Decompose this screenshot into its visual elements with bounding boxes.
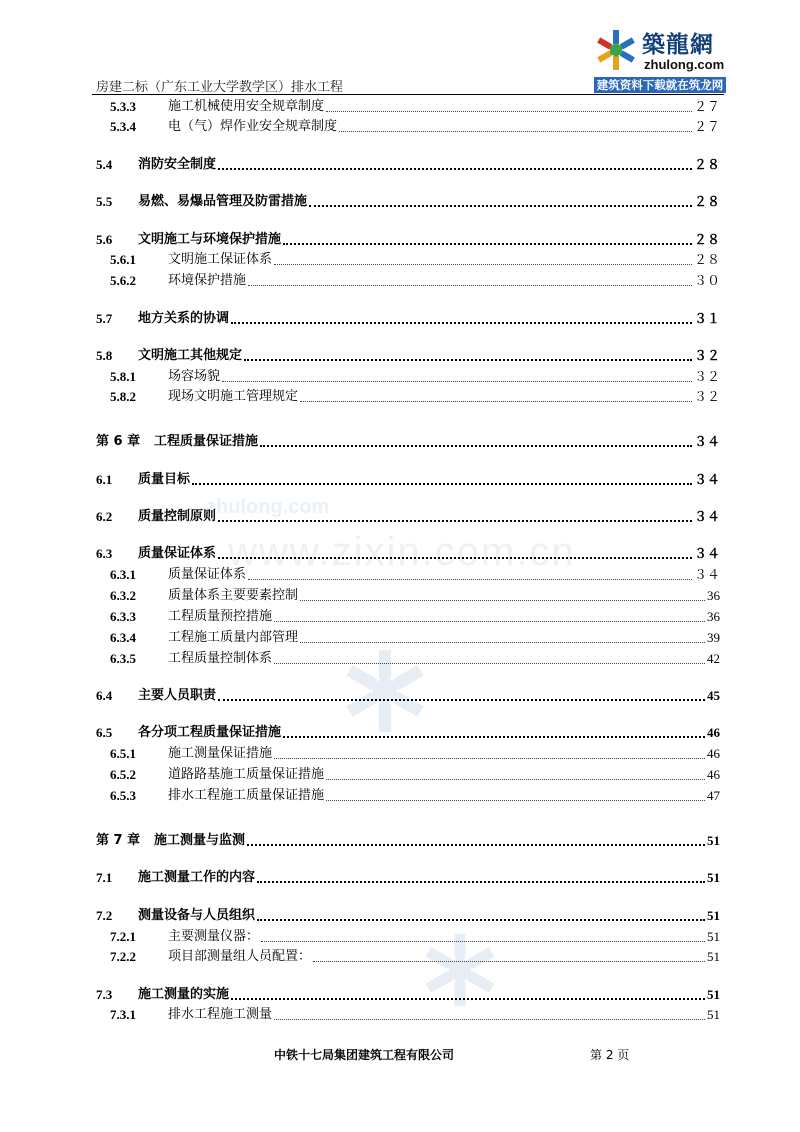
toc-entry-number: 7.3 — [96, 987, 113, 1002]
toc-entry-title: 项目部测量组人员配置： — [168, 949, 312, 964]
toc-entry-title: 电（气）焊作业安全规章制度 — [168, 119, 338, 134]
logo-domain: zhulong.com — [644, 57, 725, 72]
toc-entry-page: 42 — [707, 651, 720, 666]
toc-dot-leader — [283, 243, 692, 245]
toc-subsection-entry[interactable] — [96, 1006, 720, 1024]
toc-entry-number: 第 7 章 — [96, 833, 141, 848]
toc-entry-title: 工程质量预控措施 — [168, 609, 273, 624]
toc-subsection-entry[interactable] — [96, 787, 720, 805]
footer-company-name: 中铁十七局集团建筑工程有限公司 — [274, 1048, 455, 1062]
toc-subsection-entry[interactable] — [96, 928, 720, 946]
toc-entry-title: 测量设备与人员组织 — [138, 908, 256, 923]
toc-dot-leader — [313, 961, 705, 962]
toc-subsection-entry[interactable] — [96, 650, 720, 668]
toc-subsection-entry[interactable] — [96, 566, 720, 584]
toc-entry-title: 施工测量与监测 — [154, 833, 246, 848]
toc-entry-number: 6.5.1 — [110, 746, 136, 761]
toc-entry-page: 45 — [707, 688, 720, 703]
toc-entry-title: 消防安全制度 — [138, 157, 217, 172]
toc-dot-leader — [257, 919, 705, 921]
toc-entry-title: 主要测量仪器： — [168, 929, 260, 944]
toc-dot-leader — [300, 401, 692, 402]
toc-entry-page: ３４ — [693, 434, 720, 449]
toc-dot-leader — [283, 736, 705, 738]
toc-entry-title: 场容场貌 — [168, 369, 221, 384]
snowflake-logo-icon — [594, 28, 638, 72]
toc-entry-page: ３４ — [693, 472, 720, 487]
toc-entry-page: 51 — [707, 987, 720, 1002]
toc-dot-leader — [218, 168, 692, 170]
toc-entry-number: 6.3.1 — [110, 567, 136, 582]
toc-subsection-entry[interactable] — [96, 388, 720, 406]
toc-subsection-entry[interactable] — [96, 766, 720, 784]
toc-section-entry[interactable] — [96, 156, 720, 174]
document-header-title: 房建二标（广东工业大学教学区）排水工程 — [96, 80, 344, 95]
toc-entry-title: 工程施工质量内部管理 — [168, 630, 299, 645]
toc-dot-leader — [231, 322, 692, 324]
toc-subsection-entry[interactable] — [96, 251, 720, 269]
toc-entry-title: 环境保护措施 — [168, 273, 247, 288]
toc-entry-title: 施工测量保证措施 — [168, 746, 273, 761]
toc-chapter-entry[interactable] — [96, 433, 720, 451]
logo-slogan-banner: 建筑资料下载就在筑龙网 — [594, 77, 726, 93]
toc-entry-title: 文明施工其他规定 — [138, 348, 243, 363]
toc-entry-page: 46 — [707, 725, 720, 740]
toc-entry-number: 7.2 — [96, 908, 113, 923]
toc-subsection-entry[interactable] — [96, 629, 720, 647]
toc-chapter-entry[interactable] — [96, 832, 720, 850]
toc-entry-number: 6.3.3 — [110, 609, 136, 624]
toc-entry-page: 36 — [707, 588, 720, 603]
toc-section-entry[interactable] — [96, 907, 720, 925]
toc-entry-number: 第 6 章 — [96, 434, 141, 449]
toc-subsection-entry[interactable] — [96, 368, 720, 386]
toc-dot-leader — [247, 844, 705, 846]
toc-dot-leader — [222, 381, 692, 382]
toc-section-entry[interactable] — [96, 869, 720, 887]
toc-entry-title: 排水工程施工测量 — [168, 1007, 273, 1022]
toc-entry-page: ３２ — [693, 389, 720, 404]
toc-subsection-entry[interactable] — [96, 118, 720, 136]
toc-entry-number: 7.2.2 — [110, 949, 136, 964]
toc-dot-leader — [274, 264, 692, 265]
toc-entry-number: 5.5 — [96, 194, 113, 209]
toc-dot-leader — [326, 800, 705, 801]
toc-dot-leader — [326, 779, 705, 780]
header-divider — [92, 94, 724, 95]
toc-entry-page: ２８ — [693, 232, 720, 247]
toc-dot-leader — [218, 699, 705, 701]
toc-entry-page: ２７ — [693, 99, 720, 114]
toc-subsection-entry[interactable] — [96, 948, 720, 966]
toc-subsection-entry[interactable] — [96, 587, 720, 605]
toc-entry-page: ３１ — [693, 311, 720, 326]
toc-subsection-entry[interactable] — [96, 745, 720, 763]
toc-entry-title: 质量体系主要要素控制 — [168, 588, 299, 603]
toc-section-entry[interactable] — [96, 986, 720, 1004]
toc-subsection-entry[interactable] — [96, 608, 720, 626]
toc-entry-number: 5.3.3 — [110, 99, 136, 114]
toc-entry-title: 各分项工程质量保证措施 — [138, 725, 282, 740]
toc-entry-number: 7.3.1 — [110, 1007, 136, 1022]
toc-entry-number: 6.5.2 — [110, 767, 136, 782]
toc-section-entry[interactable] — [96, 347, 720, 365]
toc-entry-number: 6.2 — [96, 509, 113, 524]
toc-entry-number: 5.8.2 — [110, 389, 136, 404]
toc-dot-leader — [218, 557, 692, 559]
toc-entry-page: ３４ — [693, 567, 720, 582]
toc-entry-number: 5.7 — [96, 311, 113, 326]
toc-entry-page: 39 — [707, 630, 720, 645]
toc-entry-number: 6.5.3 — [110, 788, 136, 803]
toc-dot-leader — [300, 600, 705, 601]
toc-section-entry[interactable] — [96, 310, 720, 328]
toc-entry-number: 5.6.1 — [110, 252, 136, 267]
toc-dot-leader — [244, 359, 692, 361]
toc-entry-page: ３４ — [693, 546, 720, 561]
toc-entry-page: ３０ — [693, 273, 720, 288]
toc-entry-number: 5.8.1 — [110, 369, 136, 384]
toc-entry-number: 5.6.2 — [110, 273, 136, 288]
toc-dot-leader — [260, 445, 692, 447]
toc-entry-title: 排水工程施工质量保证措施 — [168, 788, 325, 803]
toc-dot-leader — [309, 205, 692, 207]
toc-entry-number: 6.1 — [96, 472, 113, 487]
toc-entry-title: 质量保证体系 — [168, 567, 247, 582]
toc-entry-title: 质量保证体系 — [138, 546, 217, 561]
toc-section-entry[interactable] — [96, 724, 720, 742]
toc-section-entry[interactable] — [96, 545, 720, 563]
toc-entry-number: 6.3.4 — [110, 630, 136, 645]
toc-entry-title: 文明施工保证体系 — [168, 252, 273, 267]
toc-dot-leader — [248, 285, 692, 286]
toc-entry-title: 质量目标 — [138, 472, 191, 487]
toc-subsection-entry[interactable] — [96, 272, 720, 290]
toc-entry-page: 47 — [707, 788, 720, 803]
toc-entry-title: 施工测量的实施 — [138, 987, 230, 1002]
toc-dot-leader — [274, 663, 705, 664]
toc-entry-number: 7.1 — [96, 870, 113, 885]
toc-dot-leader — [274, 1019, 705, 1020]
toc-dot-leader — [261, 941, 705, 942]
toc-entry-page: ２８ — [693, 252, 720, 267]
toc-entry-title: 地方关系的协调 — [138, 311, 230, 326]
toc-section-entry[interactable] — [96, 687, 720, 705]
toc-entry-page: 46 — [707, 746, 720, 761]
toc-entry-title: 质量控制原则 — [138, 509, 217, 524]
toc-entry-page: 51 — [707, 870, 720, 885]
toc-entry-page: 51 — [707, 929, 720, 944]
watermark-text-zixin: www.zixin.com.cn — [228, 530, 576, 574]
toc-entry-title: 现场文明施工管理规定 — [168, 389, 299, 404]
toc-dot-leader — [326, 111, 692, 112]
toc-dot-leader — [274, 758, 705, 759]
toc-dot-leader — [339, 131, 692, 132]
logo-brand-name: 築龍網 — [642, 32, 714, 58]
toc-entry-page: 36 — [707, 609, 720, 624]
toc-dot-leader — [300, 642, 705, 643]
toc-dot-leader — [257, 881, 705, 883]
toc-entry-page: ３４ — [693, 509, 720, 524]
toc-section-entry[interactable] — [96, 508, 720, 526]
toc-entry-number: 6.3.5 — [110, 651, 136, 666]
toc-entry-title: 工程质量保证措施 — [154, 434, 259, 449]
toc-dot-leader — [274, 621, 705, 622]
toc-entry-page: 51 — [707, 1007, 720, 1022]
toc-entry-page: 51 — [707, 949, 720, 964]
toc-entry-page: ３２ — [693, 369, 720, 384]
toc-entry-number: 5.4 — [96, 157, 113, 172]
toc-section-entry[interactable] — [96, 193, 720, 211]
toc-entry-number: 6.3 — [96, 546, 113, 561]
toc-entry-page: ２７ — [693, 119, 720, 134]
toc-entry-page: 51 — [707, 908, 720, 923]
toc-entry-page: ２８ — [693, 157, 720, 172]
toc-dot-leader — [248, 579, 692, 580]
toc-subsection-entry[interactable] — [96, 98, 720, 116]
toc-entry-number: 6.4 — [96, 688, 113, 703]
zhulong-logo — [594, 22, 726, 94]
toc-entry-title: 道路路基施工质量保证措施 — [168, 767, 325, 782]
toc-entry-number: 6.3.2 — [110, 588, 136, 603]
toc-dot-leader — [231, 998, 705, 1000]
toc-entry-title: 工程质量控制体系 — [168, 651, 273, 666]
toc-entry-title: 易燃、易爆品管理及防雷措施 — [138, 194, 308, 209]
toc-entry-page: 46 — [707, 767, 720, 782]
toc-entry-number: 5.6 — [96, 232, 113, 247]
watermark-text-zhulong: zhulong.com — [206, 496, 330, 518]
toc-entry-page: 51 — [707, 833, 720, 848]
toc-dot-leader — [192, 483, 692, 485]
toc-entry-page: ３２ — [693, 348, 720, 363]
toc-entry-title: 施工机械使用安全规章制度 — [168, 99, 325, 114]
toc-entry-number: 6.5 — [96, 725, 113, 740]
toc-entry-title: 文明施工与环境保护措施 — [138, 232, 282, 247]
toc-section-entry[interactable] — [96, 471, 720, 489]
toc-entry-number: 7.2.1 — [110, 929, 136, 944]
toc-entry-page: ２８ — [693, 194, 720, 209]
toc-entry-title: 主要人员职责 — [138, 688, 217, 703]
toc-dot-leader — [218, 520, 692, 522]
toc-section-entry[interactable] — [96, 231, 720, 249]
toc-entry-number: 5.3.4 — [110, 119, 136, 134]
toc-entry-number: 5.8 — [96, 348, 113, 363]
footer-page-number: 第 2 页 — [590, 1048, 630, 1062]
toc-entry-title: 施工测量工作的内容 — [138, 870, 256, 885]
